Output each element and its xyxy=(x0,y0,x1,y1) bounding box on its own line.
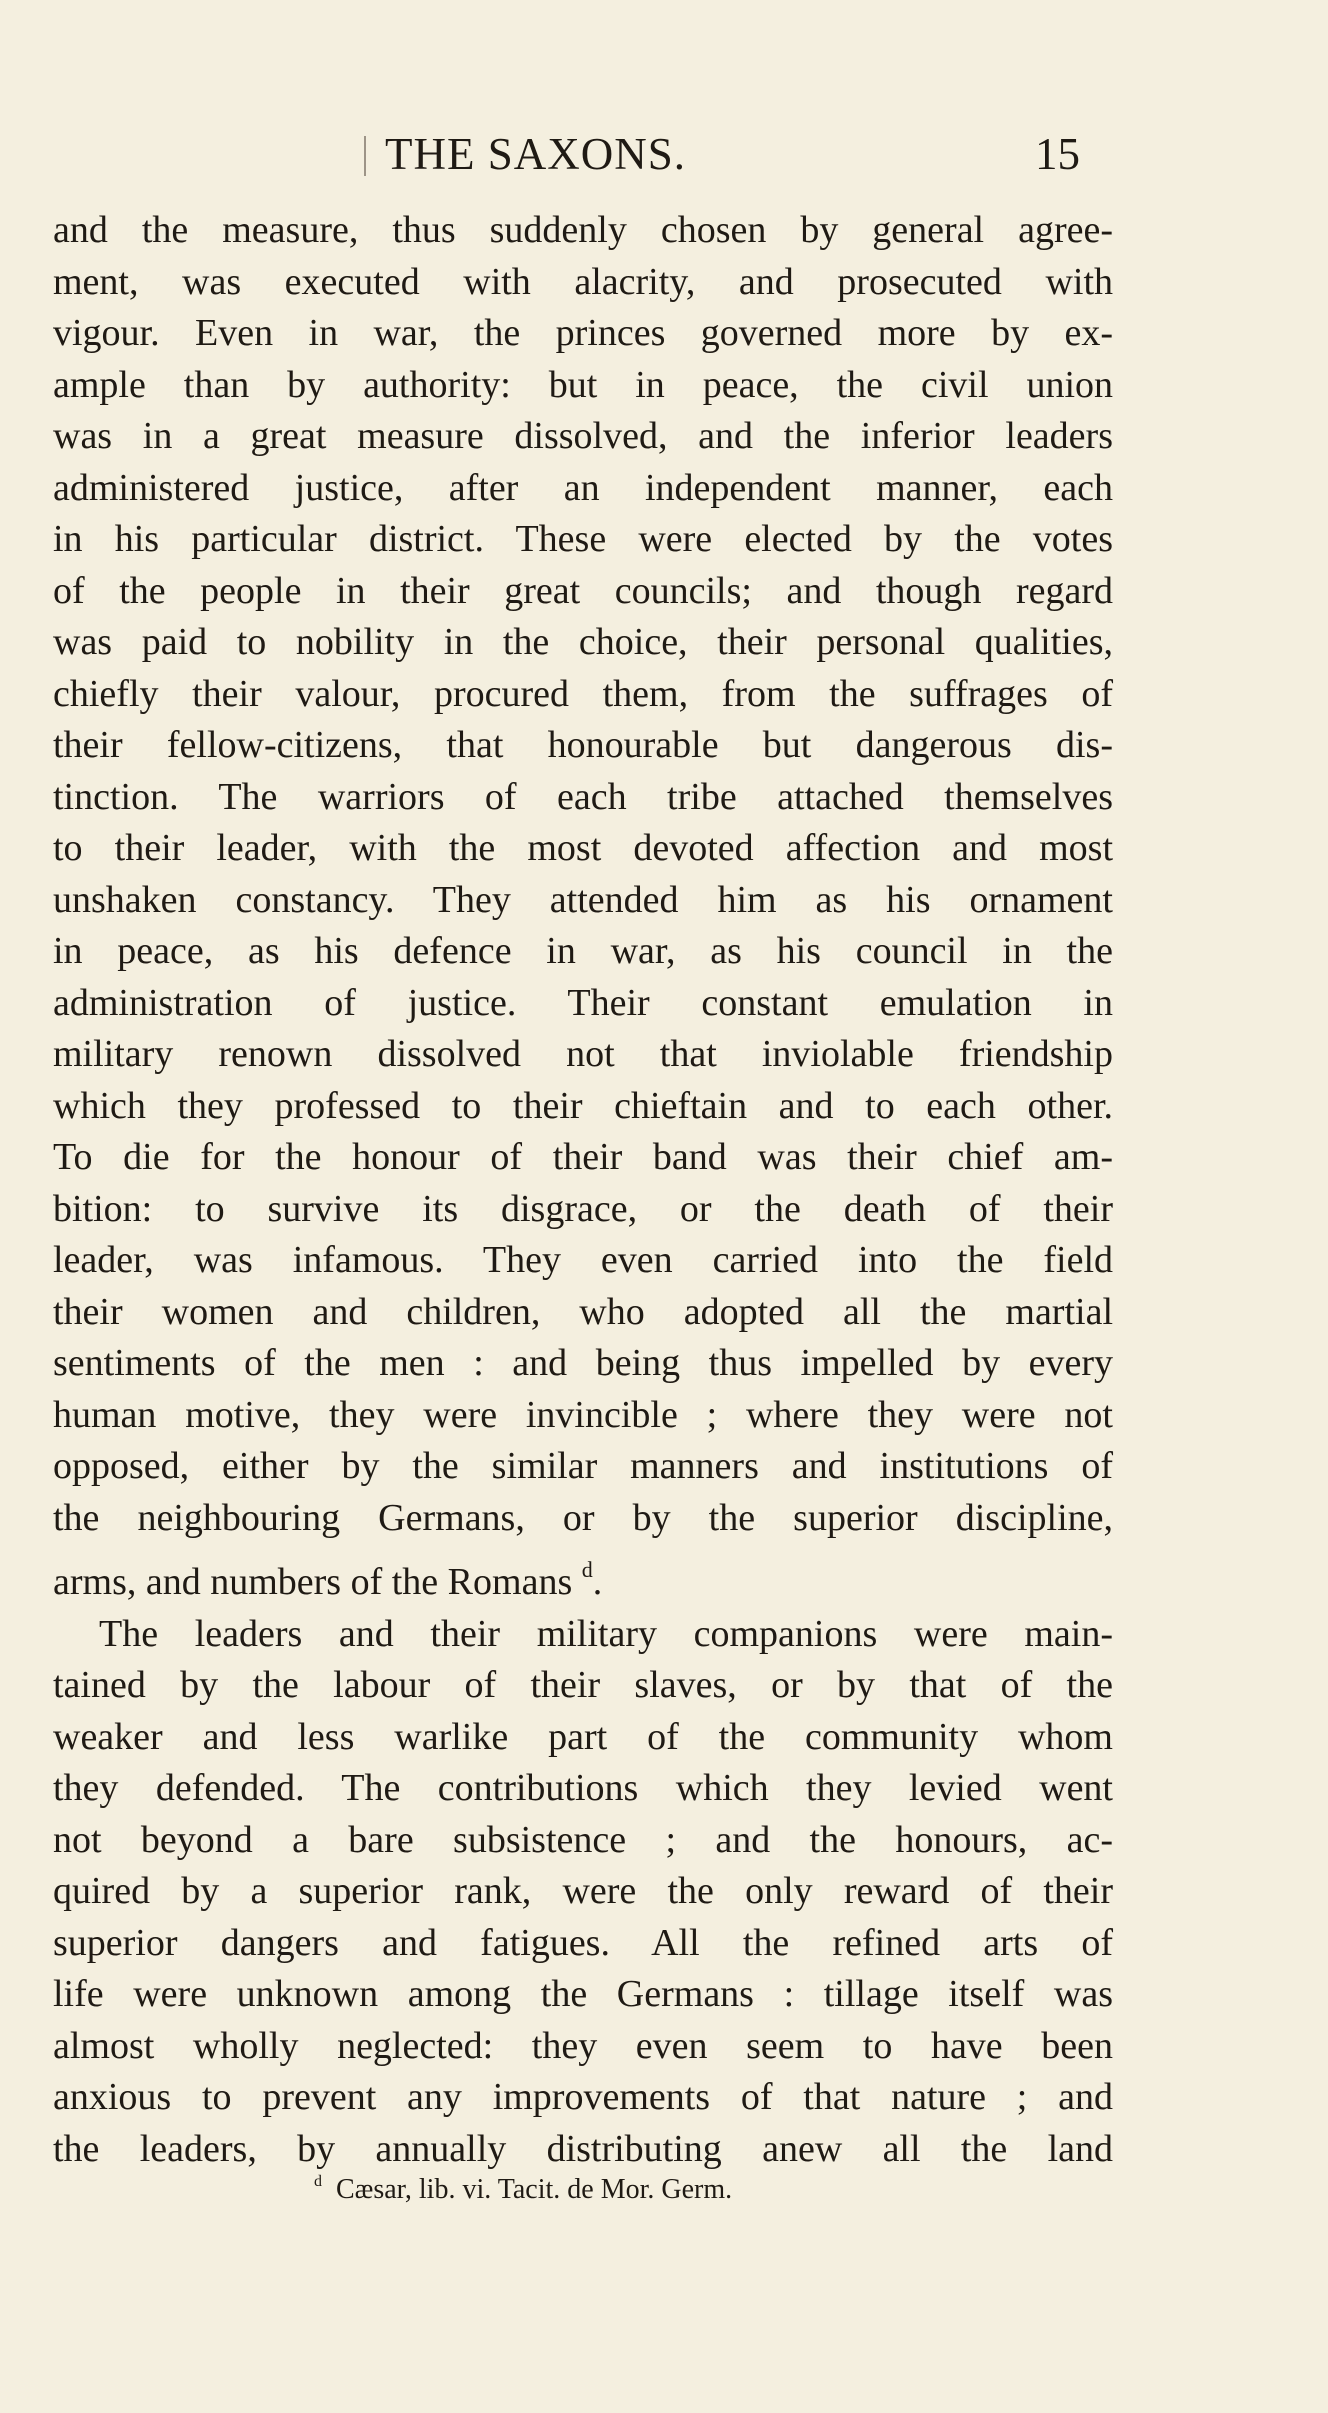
text-line: quired by a superior rank, were the only reward of their xyxy=(53,1870,1113,1912)
text-line: was in a great measure dissolved, and the inferior leaders xyxy=(53,415,1113,457)
text-line: the neighbouring Germans, or by the superior discipline, xyxy=(53,1496,1113,1539)
text-line: opposed, either by the similar manners and institutions of xyxy=(53,1445,1113,1487)
text-line: to their leader, with the most devoted affection and most xyxy=(53,827,1113,869)
footnote-text: Cæsar, lib. vi. Tacit. de Mor. Germ. xyxy=(336,2174,733,2205)
header-rule xyxy=(364,136,366,176)
footnote-reference: d xyxy=(581,1557,593,1582)
text-line: which they professed to their chieftain and to each other. xyxy=(53,1084,1113,1127)
closing-line-period: . xyxy=(592,1561,603,1603)
paragraph-closing-line xyxy=(53,1544,1113,1609)
running-head-title: THE SAXONS. xyxy=(385,129,687,179)
text-line: chiefly their valour, procured them, from the suffrages of xyxy=(53,672,1113,715)
paragraph-first-line: The leaders and their military companions were main- xyxy=(99,1612,1113,1655)
footnote xyxy=(314,2173,732,2206)
text-line: tained by the labour of their slaves, or by that of the xyxy=(53,1664,1113,1706)
text-line: sentiments of the men : and being thus impelled by every xyxy=(53,1342,1113,1384)
text-line: tinction. The warriors of each tribe attached themselves xyxy=(53,775,1113,818)
text-line: almost wholly neglected: they even seem to have been xyxy=(53,2024,1113,2067)
text-line: bition: to survive its disgrace, or the death of their xyxy=(53,1187,1113,1230)
text-line: in his particular district. These were elected by the votes xyxy=(53,518,1113,560)
text-line: life were unknown among the Germans : tillage itself was xyxy=(53,1973,1113,2015)
text-line: their women and children, who adopted all the martial xyxy=(53,1290,1113,1333)
text-line: unshaken constancy. They attended him as his ornament xyxy=(53,878,1113,921)
body-text xyxy=(53,205,1113,2175)
text-line: ment, was executed with alacrity, and prosecuted with xyxy=(53,260,1113,303)
footnote-mark: d xyxy=(314,2173,322,2190)
text-line: and the measure, thus suddenly chosen by general agree- xyxy=(53,209,1113,251)
text-line: in peace, as his defence in war, as his council in the xyxy=(53,930,1113,972)
text-line: anxious to prevent any improvements of that nature ; and xyxy=(53,2076,1113,2118)
text-line: administered justice, after an independent manner, each xyxy=(53,466,1113,509)
text-line: administration of justice. Their constant emulation in xyxy=(53,981,1113,1024)
closing-line-text: arms, and numbers of the Romans xyxy=(53,1561,573,1603)
text-line: human motive, they were invincible ; where they were not xyxy=(53,1393,1113,1436)
text-line: they defended. The contributions which they levied went xyxy=(53,1767,1113,1809)
text-line: vigour. Even in war, the princes governed more by ex- xyxy=(53,312,1113,354)
text-line: ample than by authority: but in peace, the civil union xyxy=(53,363,1113,406)
text-line: of the people in their great councils; and though regard xyxy=(53,569,1113,612)
text-line: the leaders, by annually distributing anew all the land xyxy=(53,2127,1113,2170)
text-line: superior dangers and fatigues. All the refined arts of xyxy=(53,1921,1113,1964)
text-line: was paid to nobility in the choice, their personal qualities, xyxy=(53,621,1113,663)
text-line: To die for the honour of their band was their chief am- xyxy=(53,1136,1113,1178)
text-line: leader, was infamous. They even carried into the field xyxy=(53,1239,1113,1281)
page-number: 15 xyxy=(1035,129,1080,179)
text-line: not beyond a bare subsistence ; and the honours, ac- xyxy=(53,1818,1113,1861)
text-line: their fellow-citizens, that honourable but dangerous dis- xyxy=(53,724,1113,766)
text-line: weaker and less warlike part of the community whom xyxy=(53,1715,1113,1758)
text-line: military renown dissolved not that inviolable friendship xyxy=(53,1033,1113,1075)
